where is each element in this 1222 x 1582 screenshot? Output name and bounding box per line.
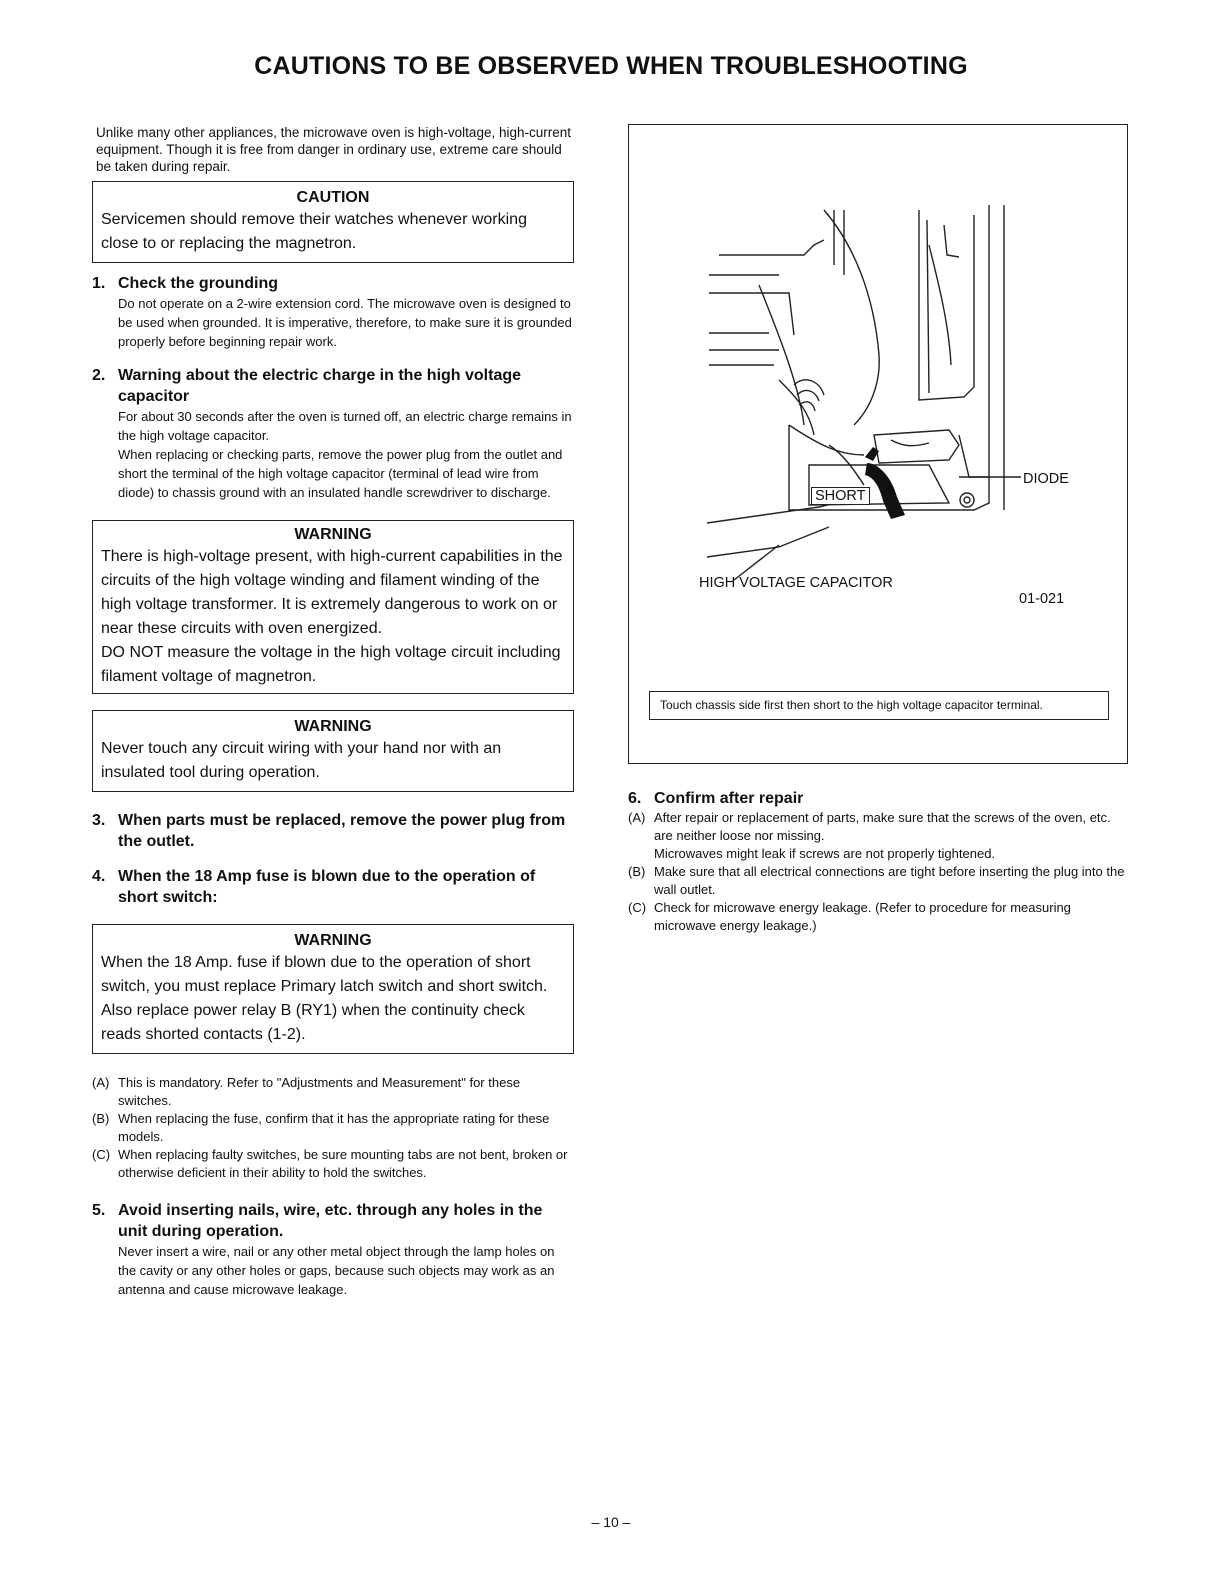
confirm-item [628, 809, 1130, 845]
confirm-item [628, 899, 1130, 935]
note-item [92, 1110, 574, 1146]
figure-box [628, 124, 1128, 764]
section-6-title: Confirm after repair [654, 790, 804, 807]
figure-caption: Touch chassis side first then short to the high voltage capacitor terminal. [649, 691, 1109, 720]
page-number: – 10 – [591, 1514, 631, 1530]
confirm-item-label: (A) [628, 810, 646, 825]
confirm-item-label: (C) [628, 900, 647, 915]
label-short: SHORT [811, 487, 870, 505]
section-4-title: When the 18 Amp fuse is blown due to the operation of short switch: [118, 868, 536, 906]
section-3 [92, 810, 574, 852]
note-text: When replacing faulty switches, be sure mounting tabs are not bent, broken or otherwise deficient in their ability to hold the switches. [118, 1147, 568, 1180]
note-item [92, 1074, 574, 1110]
note-label: (C) [92, 1147, 111, 1162]
figure-code: 01-021 [1019, 591, 1065, 607]
note-text: When replacing the fuse, confirm that it has the appropriate rating for these models. [118, 1111, 550, 1144]
section-1-body: Do not operate on a 2-wire extension cord. The microwave oven is designed to be used when grounded. It is imperative, therefore, to make sure it is grounded properly before beginning repair work. [118, 296, 572, 349]
warning-1-text-2: DO NOT measure the voltage in the high voltage circuit including filament voltage of magnetron. [101, 644, 561, 685]
page-title: CAUTIONS TO BE OBSERVED WHEN TROUBLESHOOTING [254, 52, 968, 80]
left-column [92, 124, 574, 1299]
section-1-number: 1. [92, 275, 106, 292]
section-2-body-1: For about 30 seconds after the oven is turned off, an electric charge remains in the high voltage capacitor. [118, 409, 572, 443]
section-4-number: 4. [92, 868, 106, 885]
warning-1-heading: WARNING [294, 526, 372, 543]
section-3-number: 3. [92, 812, 106, 829]
right-column [628, 124, 1130, 935]
warning-box-fuse [92, 924, 574, 1054]
caution-text: Servicemen should remove their watches whenever working close to or replacing the magnetron. [101, 211, 527, 252]
section-1-title: Check the grounding [118, 275, 278, 292]
intro-paragraph: Unlike many other appliances, the microwave oven is high-voltage, high-current equipment. Though it is free from danger in ordinary use, extreme care should be taken during repair. [96, 125, 571, 174]
section-3-title: When parts must be replaced, remove the power plug from the outlet. [118, 812, 566, 850]
warning-3-heading: WARNING [294, 932, 372, 949]
notes-list [92, 1074, 574, 1182]
section-2 [92, 365, 574, 502]
note-label: (B) [92, 1111, 110, 1126]
caution-box [92, 181, 574, 263]
confirm-item-text: Check for microwave energy leakage. (Refer to procedure for measuring microwave energy leakage.) [654, 900, 1071, 933]
note-text: This is mandatory. Refer to "Adjustments and Measurement" for these switches. [118, 1075, 521, 1108]
confirm-item [628, 863, 1130, 899]
warning-1-text: There is high-voltage present, with high-current capabilities in the circuits of the high voltage winding and filament winding of the high voltage transformer. It is extremely dangerous to work on or near these circuits with oven energized. [101, 548, 563, 637]
section-2-body-2: When replacing or checking parts, remove the power plug from the outlet and short the terminal of the high voltage capacitor (terminal of lead wire from diode) to chassis ground with an insulated handle screwdriver to discharge. [118, 447, 563, 500]
warning-2-text: Never touch any circuit wiring with your hand nor with an insulated tool during operation. [101, 740, 502, 781]
section-5-number: 5. [92, 1202, 106, 1219]
warning-2-heading: WARNING [294, 718, 372, 735]
caution-heading: CAUTION [296, 189, 370, 206]
section-5-body: Never insert a wire, nail or any other metal object through the lamp holes on the cavity or any other holes or gaps, because such objects may work as an antenna and cause microwave leakage. [118, 1244, 555, 1297]
label-diode: DIODE [1023, 471, 1069, 487]
label-high-voltage-capacitor: HIGH VOLTAGE CAPACITOR [699, 575, 893, 591]
confirm-item-text: Make sure that all electrical connections are tight before inserting the plug into the wall outlet. [654, 864, 1125, 897]
section-5-title: Avoid inserting nails, wire, etc. through any holes in the unit during operation. [118, 1202, 543, 1240]
section-6 [628, 788, 1130, 935]
confirm-item-text: Microwaves might leak if screws are not properly tightened. [654, 846, 996, 861]
section-5 [92, 1200, 574, 1299]
section-2-number: 2. [92, 367, 106, 384]
note-item [92, 1146, 574, 1182]
warning-box-circuit-wiring [92, 710, 574, 792]
confirm-item-label [628, 845, 654, 863]
section-6-number: 6. [628, 790, 642, 807]
warning-3-text: When the 18 Amp. fuse if blown due to the operation of short switch, you must replace Primary latch switch and short switch. Also replace power relay B (RY1) when the continuity check reads shorted contacts (1-2). [101, 954, 548, 1043]
confirm-item-text: After repair or replacement of parts, make sure that the screws of the oven, etc. are neither loose nor missing. [654, 810, 1111, 843]
confirm-item-label: (B) [628, 864, 646, 879]
section-4 [92, 866, 574, 908]
warning-box-high-voltage [92, 520, 574, 694]
section-2-title: Warning about the electric charge in the high voltage capacitor [118, 367, 522, 405]
confirm-item [628, 845, 1130, 863]
section-1 [92, 273, 574, 351]
note-label: (A) [92, 1075, 110, 1090]
